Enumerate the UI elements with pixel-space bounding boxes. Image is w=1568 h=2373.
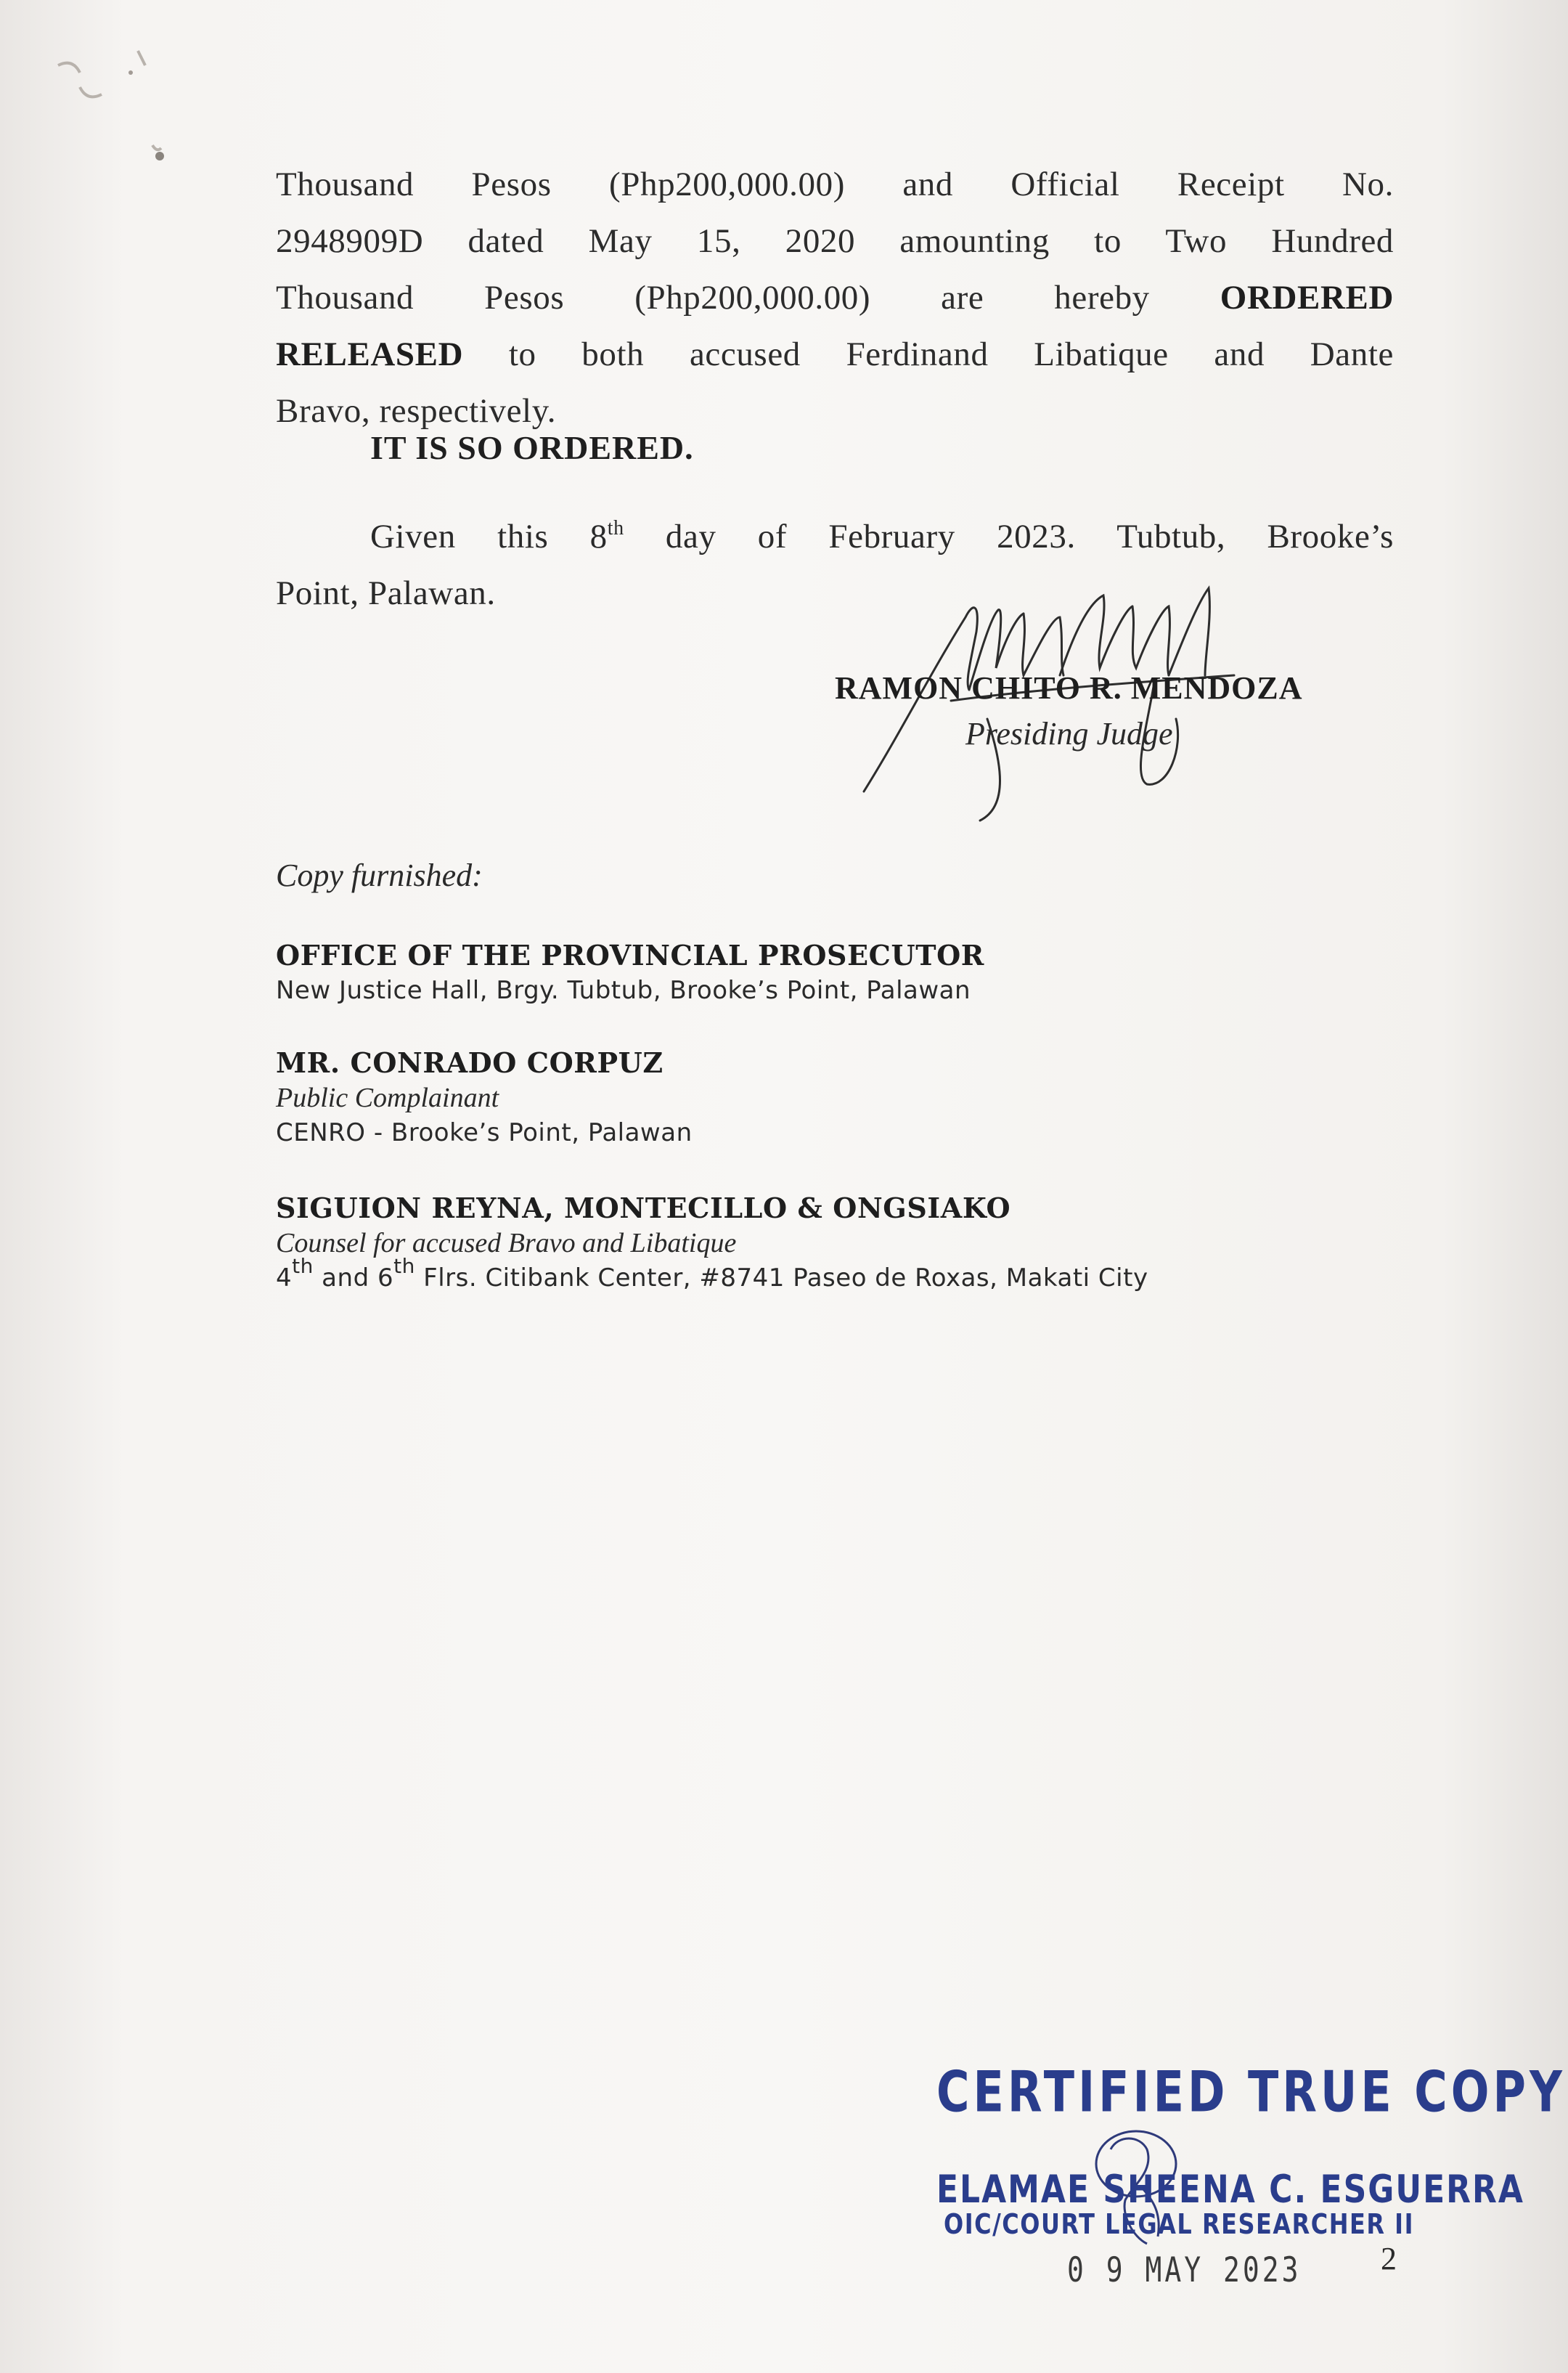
floor-suffix-1: th [292,1254,314,1278]
given-text-end: day of February 2023. Tubtub, Brooke’s [624,518,1394,555]
certification-date: 0 9 MAY 2023 [1067,2250,1302,2289]
recipient-address [276,1254,1148,1295]
paper-wear-mark [29,22,174,182]
copy-furnished-label: Copy furnished: [276,858,483,893]
paragraph-line-3 [276,269,1394,326]
recipient-role: Counsel for accused Bravo and Libatique [276,1228,737,1258]
judge-title: Presiding Judge [965,716,1173,752]
released-bold-word: RELEASED [276,335,464,373]
release-order-paragraph [276,156,1394,439]
certifier-name: ELAMAE SHEENA C. ESGUERRA [936,2168,1524,2213]
recipient-name: MR. CONRADO CORPUZ [276,1046,663,1079]
recipient-address: New Justice Hall, Brgy. Tubtub, Brooke’s Point, Palawan [276,976,971,1005]
given-line-2: Point, Palawan. [276,574,496,612]
recipient-name: SIGUION REYNA, MONTECILLO & ONGSIAKO [276,1192,1011,1224]
paragraph-line-5: Bravo, respectively. [276,392,557,430]
page-number: 2 [1381,2241,1397,2276]
recipient-counsel [276,1191,1148,1295]
day-suffix: th [607,517,624,540]
recipient-role: Public Complainant [276,1083,499,1113]
recipient-address: CENRO - Brooke’s Point, Palawan [276,1118,693,1147]
judge-name: RAMON CHITO R. MENDOZA [835,670,1303,706]
address-rest: Flrs. Citibank Center, #8741 Paseo de Roxas, Makati City [415,1263,1148,1293]
paragraph-line-3-text: Thousand Pesos (Php200,000.00) are hereby [276,279,1150,317]
floor-suffix-2: th [393,1254,415,1278]
so-ordered-clause: IT IS SO ORDERED. [370,429,694,466]
paragraph-line-4-text: to both accused Ferdinand Libatique and Dante [508,335,1394,373]
certified-true-copy-stamp: CERTIFIED TRUE COPY [936,2059,1566,2125]
paragraph-line-1: Thousand Pesos (Php200,000.00) and Official Receipt No. [276,166,1394,203]
paragraph-line-4 [276,326,1394,383]
recipient-name: OFFICE OF THE PROVINCIAL PROSECUTOR [276,939,984,972]
floor-number-2: and 6 [313,1263,394,1293]
paragraph-line-2: 2948909D dated May 15, 2020 amounting to Two Hundred [276,222,1394,260]
given-line-1 [276,508,1394,565]
recipient-prosecutor [276,938,984,1008]
floor-number-1: 4 [276,1263,293,1293]
ordered-bold-word: ORDERED [1220,279,1395,317]
certifier-role: OIC/COURT LEGAL RESEARCHER II [944,2207,1414,2241]
given-text-start: Given this 8 [370,518,608,555]
recipient-complainant [276,1046,693,1150]
